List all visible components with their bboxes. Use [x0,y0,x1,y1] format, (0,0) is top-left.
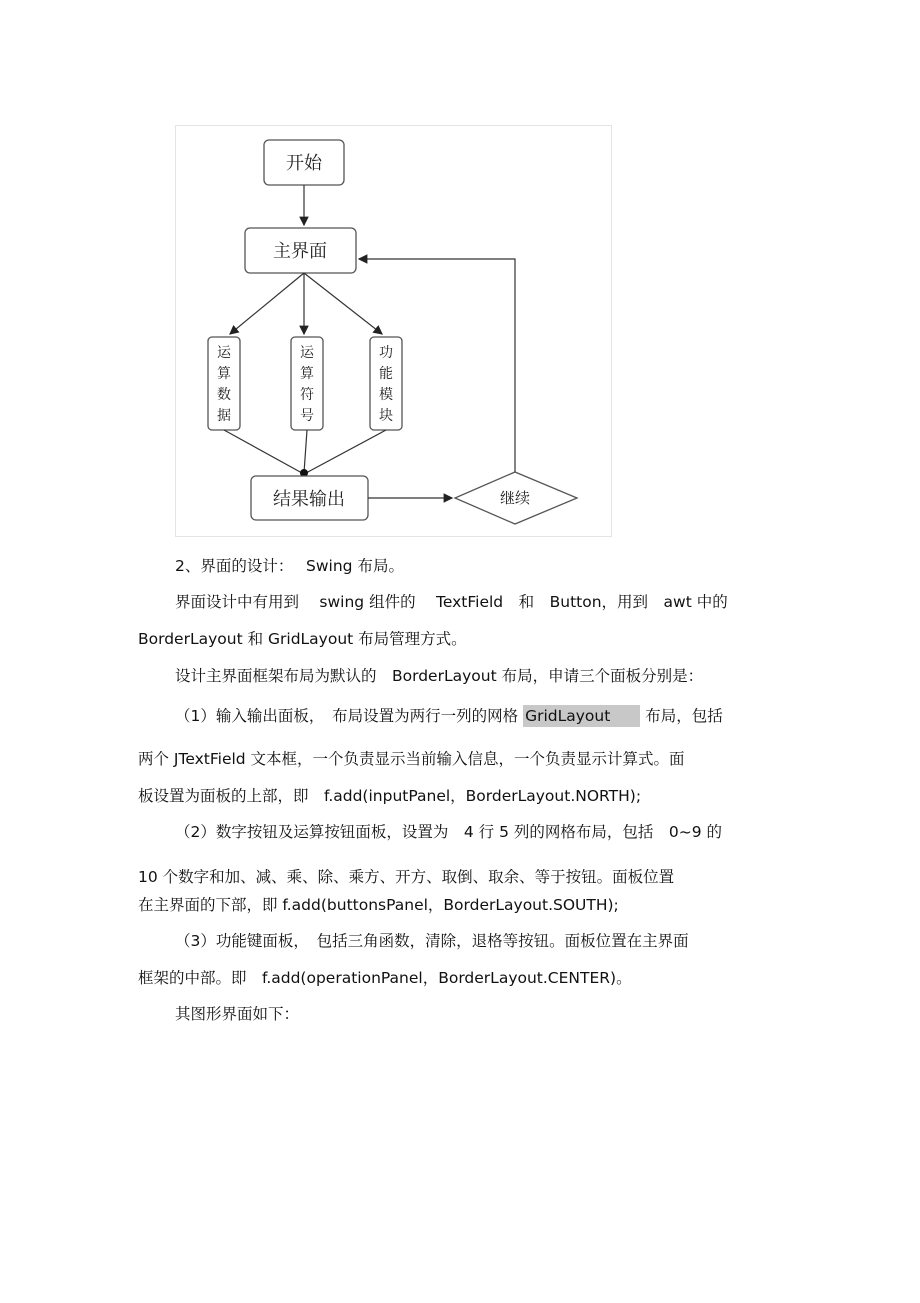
line-box2-output [304,430,307,473]
box3-char-4: 块 [379,408,393,424]
main-interface-label: 主界面 [273,241,327,262]
paragraph-3-line-3: 板设置为面板的上部，即 f.add(inputPanel，BorderLayout.NORTH); [138,787,642,805]
box2-char-3: 符 [300,387,314,403]
operator-symbol-node [291,337,323,430]
start-node [264,140,344,185]
p3-prefix: （1）输入输出面板， 布局设置为两行一列的网格 [175,707,519,725]
continue-decision-node [455,472,577,524]
continue-label: 继续 [499,489,531,507]
operand-data-node [208,337,240,430]
box2-char-4: 号 [300,408,314,424]
main-interface-node [245,228,356,273]
paragraph-1-line-1: 界面设计中有用到 swing 组件的 TextField 和 Button，用到 awt 中的 [175,593,728,611]
paragraph-6: 其图形界面如下： [175,1005,300,1023]
paragraph-5-line-2: 框架的中部。即 f.add(operationPanel，BorderLayout.CENTER)。 [138,969,632,987]
flowchart-figure [175,125,612,537]
box1-char-1: 运 [217,345,231,361]
box1-char-2: 算 [217,366,231,382]
arrow-main-box3 [304,273,382,334]
paragraph-1-line-2: BorderLayout 和 GridLayout 布局管理方式。 [138,630,467,648]
box3-char-2: 能 [379,366,393,382]
paragraph-2: 设计主界面框架布局为默认的 BorderLayout 布局，申请三个面板分别是： [175,667,704,685]
box3-char-1: 功 [379,345,393,361]
box2-char-1: 运 [300,345,314,361]
paragraph-4-line-1: （2）数字按钮及运算按钮面板，设置为 4 行 5 列的网格布局，包括 0~9 的 [175,823,723,841]
p3-suffix: 布局，包括 [645,707,723,725]
box1-char-4: 据 [217,408,231,424]
result-output-node [251,476,368,520]
arrow-main-box1 [230,273,304,334]
section-heading: 2、界面的设计： Swing 布局。 [175,557,404,575]
line-box3-output [306,430,386,473]
paragraph-4-line-3: 在主界面的下部，即 f.add(buttonsPanel，BorderLayout.SOUTH); [138,896,619,914]
paragraph-5-line-1: （3）功能键面板， 包括三角函数，清除，退格等按钮。面板位置在主界面 [175,932,689,950]
paragraph-3-line-1 [175,705,723,727]
function-module-node [370,337,402,430]
result-output-label: 结果输出 [273,489,345,510]
box1-char-3: 数 [217,387,231,403]
paragraph-3-line-2: 两个 JTextField 文本框，一个负责显示当前输入信息，一个负责显示计算式。面 [138,750,685,768]
box3-char-3: 模 [379,387,393,403]
line-box1-output [224,430,302,473]
box2-char-2: 算 [300,366,314,382]
gridlayout-highlight: GridLayout [523,705,640,727]
start-label: 开始 [286,153,322,174]
paragraph-4-line-2: 10 个数字和加、减、乘、除、乘方、开方、取倒、取余、等于按钮。面板位置 [138,868,675,886]
